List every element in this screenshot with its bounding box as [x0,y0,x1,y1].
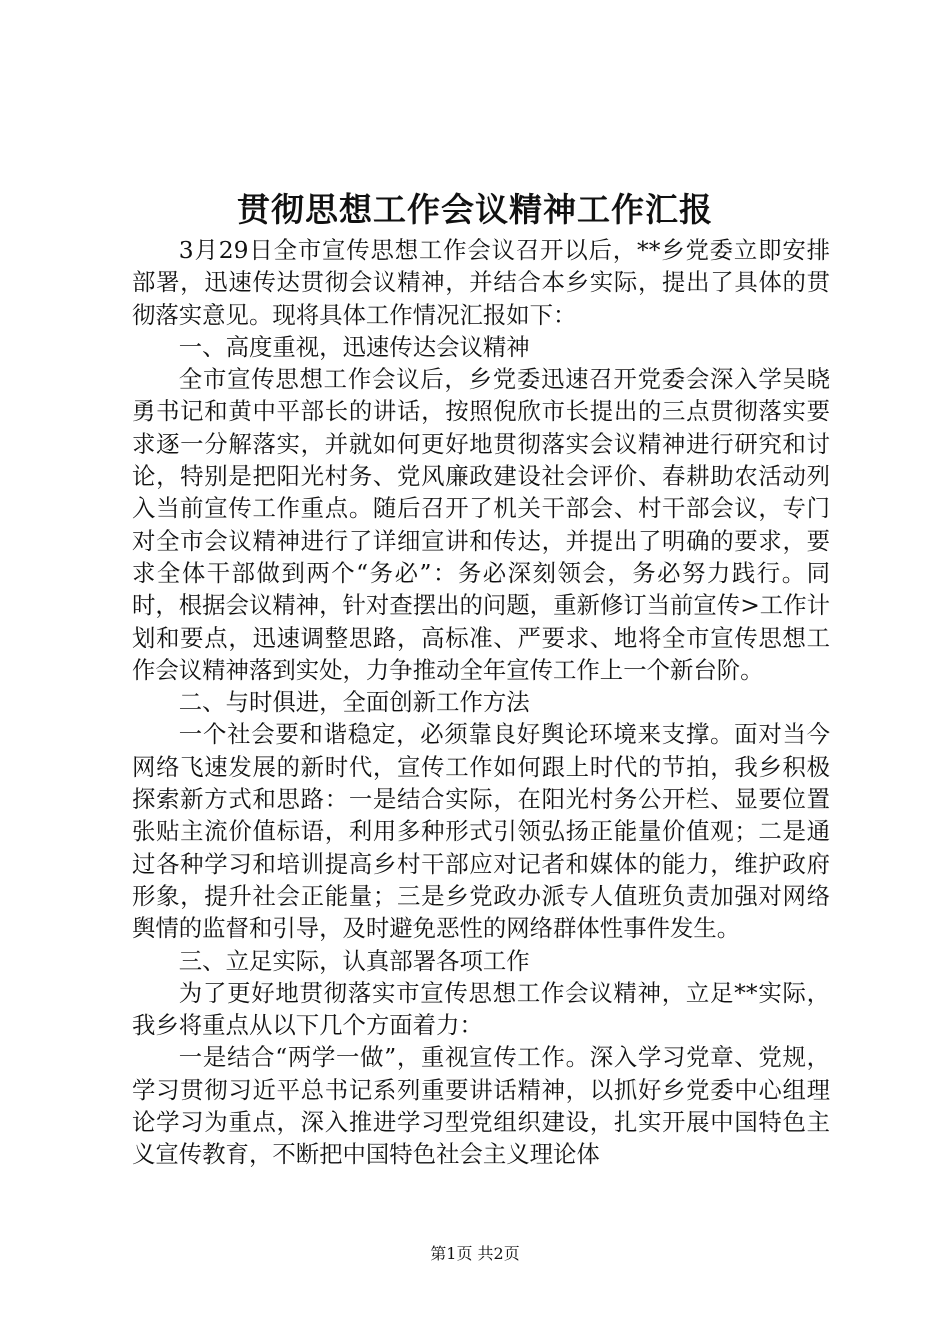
intro-paragraph: 3月29日全市宣传思想工作会议召开以后，**乡党委立即安排部署，迅速传达贯彻会议精神，并结合本乡实际，提出了具体的贯彻落实意见。现将具体工作情况汇报如下： [132,236,830,329]
section-3-item-1-paragraph: 一是结合“两学一做”，重视宣传工作。深入学习党章、党规，学习贯彻习近平总书记系列重要讲话精神，以抓好乡党委中心组理论学习为重点，深入推进学习型党组织建设，扎实开展中国特色主义宣传教育，不断把中国特色社会主义理论体 [132,1043,830,1169]
section-heading-2: 二、与时俱进，全面创新工作方法 [178,688,530,717]
document-body [132,234,830,1171]
document-title: 贯彻思想工作会议精神工作汇报 [237,190,713,229]
section-1-paragraph: 全市宣传思想工作会议后，乡党委迅速召开党委会深入学吴晓勇书记和黄中平部长的讲话，按照倪欣市长提出的三点贯彻落实要求逐一分解落实，并就如何更好地贯彻落实会议精神进行研究和讨论，特别是把阳光村务、党风廉政建设社会评价、春耕助农活动列入当前宣传工作重点。随后召开了机关干部会、村干部会议，专门对全市会议精神进行了详细宣讲和传达，并提出了明确的要求，要求全体干部做到两个“务必”：务必深刻领会，务必努力践行。同时，根据会议精神，针对查摆出的问题，重新修订当前宣传>工作计划和要点，迅速调整思路，高标准、严要求、地将全市宣传思想工作会议精神落到实处，力争推动全年宣传工作上一个新台阶。 [132,365,830,684]
section-2-paragraph: 一个社会要和谐稳定，必须靠良好舆论环境来支撑。面对当今网络飞速发展的新时代，宣传工作如何跟上时代的节拍，我乡积极探索新方式和思路：一是结合实际，在阳光村务公开栏、显要位置张贴主流价值标语，利用多种形式引领弘扬正能量价值观；二是通过各种学习和培训提高乡村干部应对记者和媒体的能力，维护政府形象，提升社会正能量；三是乡党政办派专人值班负责加强对网络舆情的监督和引导，及时避免恶性的网络群体性事件发生。 [132,720,830,943]
section-heading-3: 三、立足实际，认真部署各项工作 [178,946,530,975]
section-heading-1: 一、高度重视，迅速传达会议精神 [178,332,530,361]
page-footer: 第1页 共2页 [430,1244,520,1263]
section-3-paragraph: 为了更好地贯彻落实市宣传思想工作会议精神，立足**实际，我乡将重点从以下几个方面着力： [132,978,830,1040]
